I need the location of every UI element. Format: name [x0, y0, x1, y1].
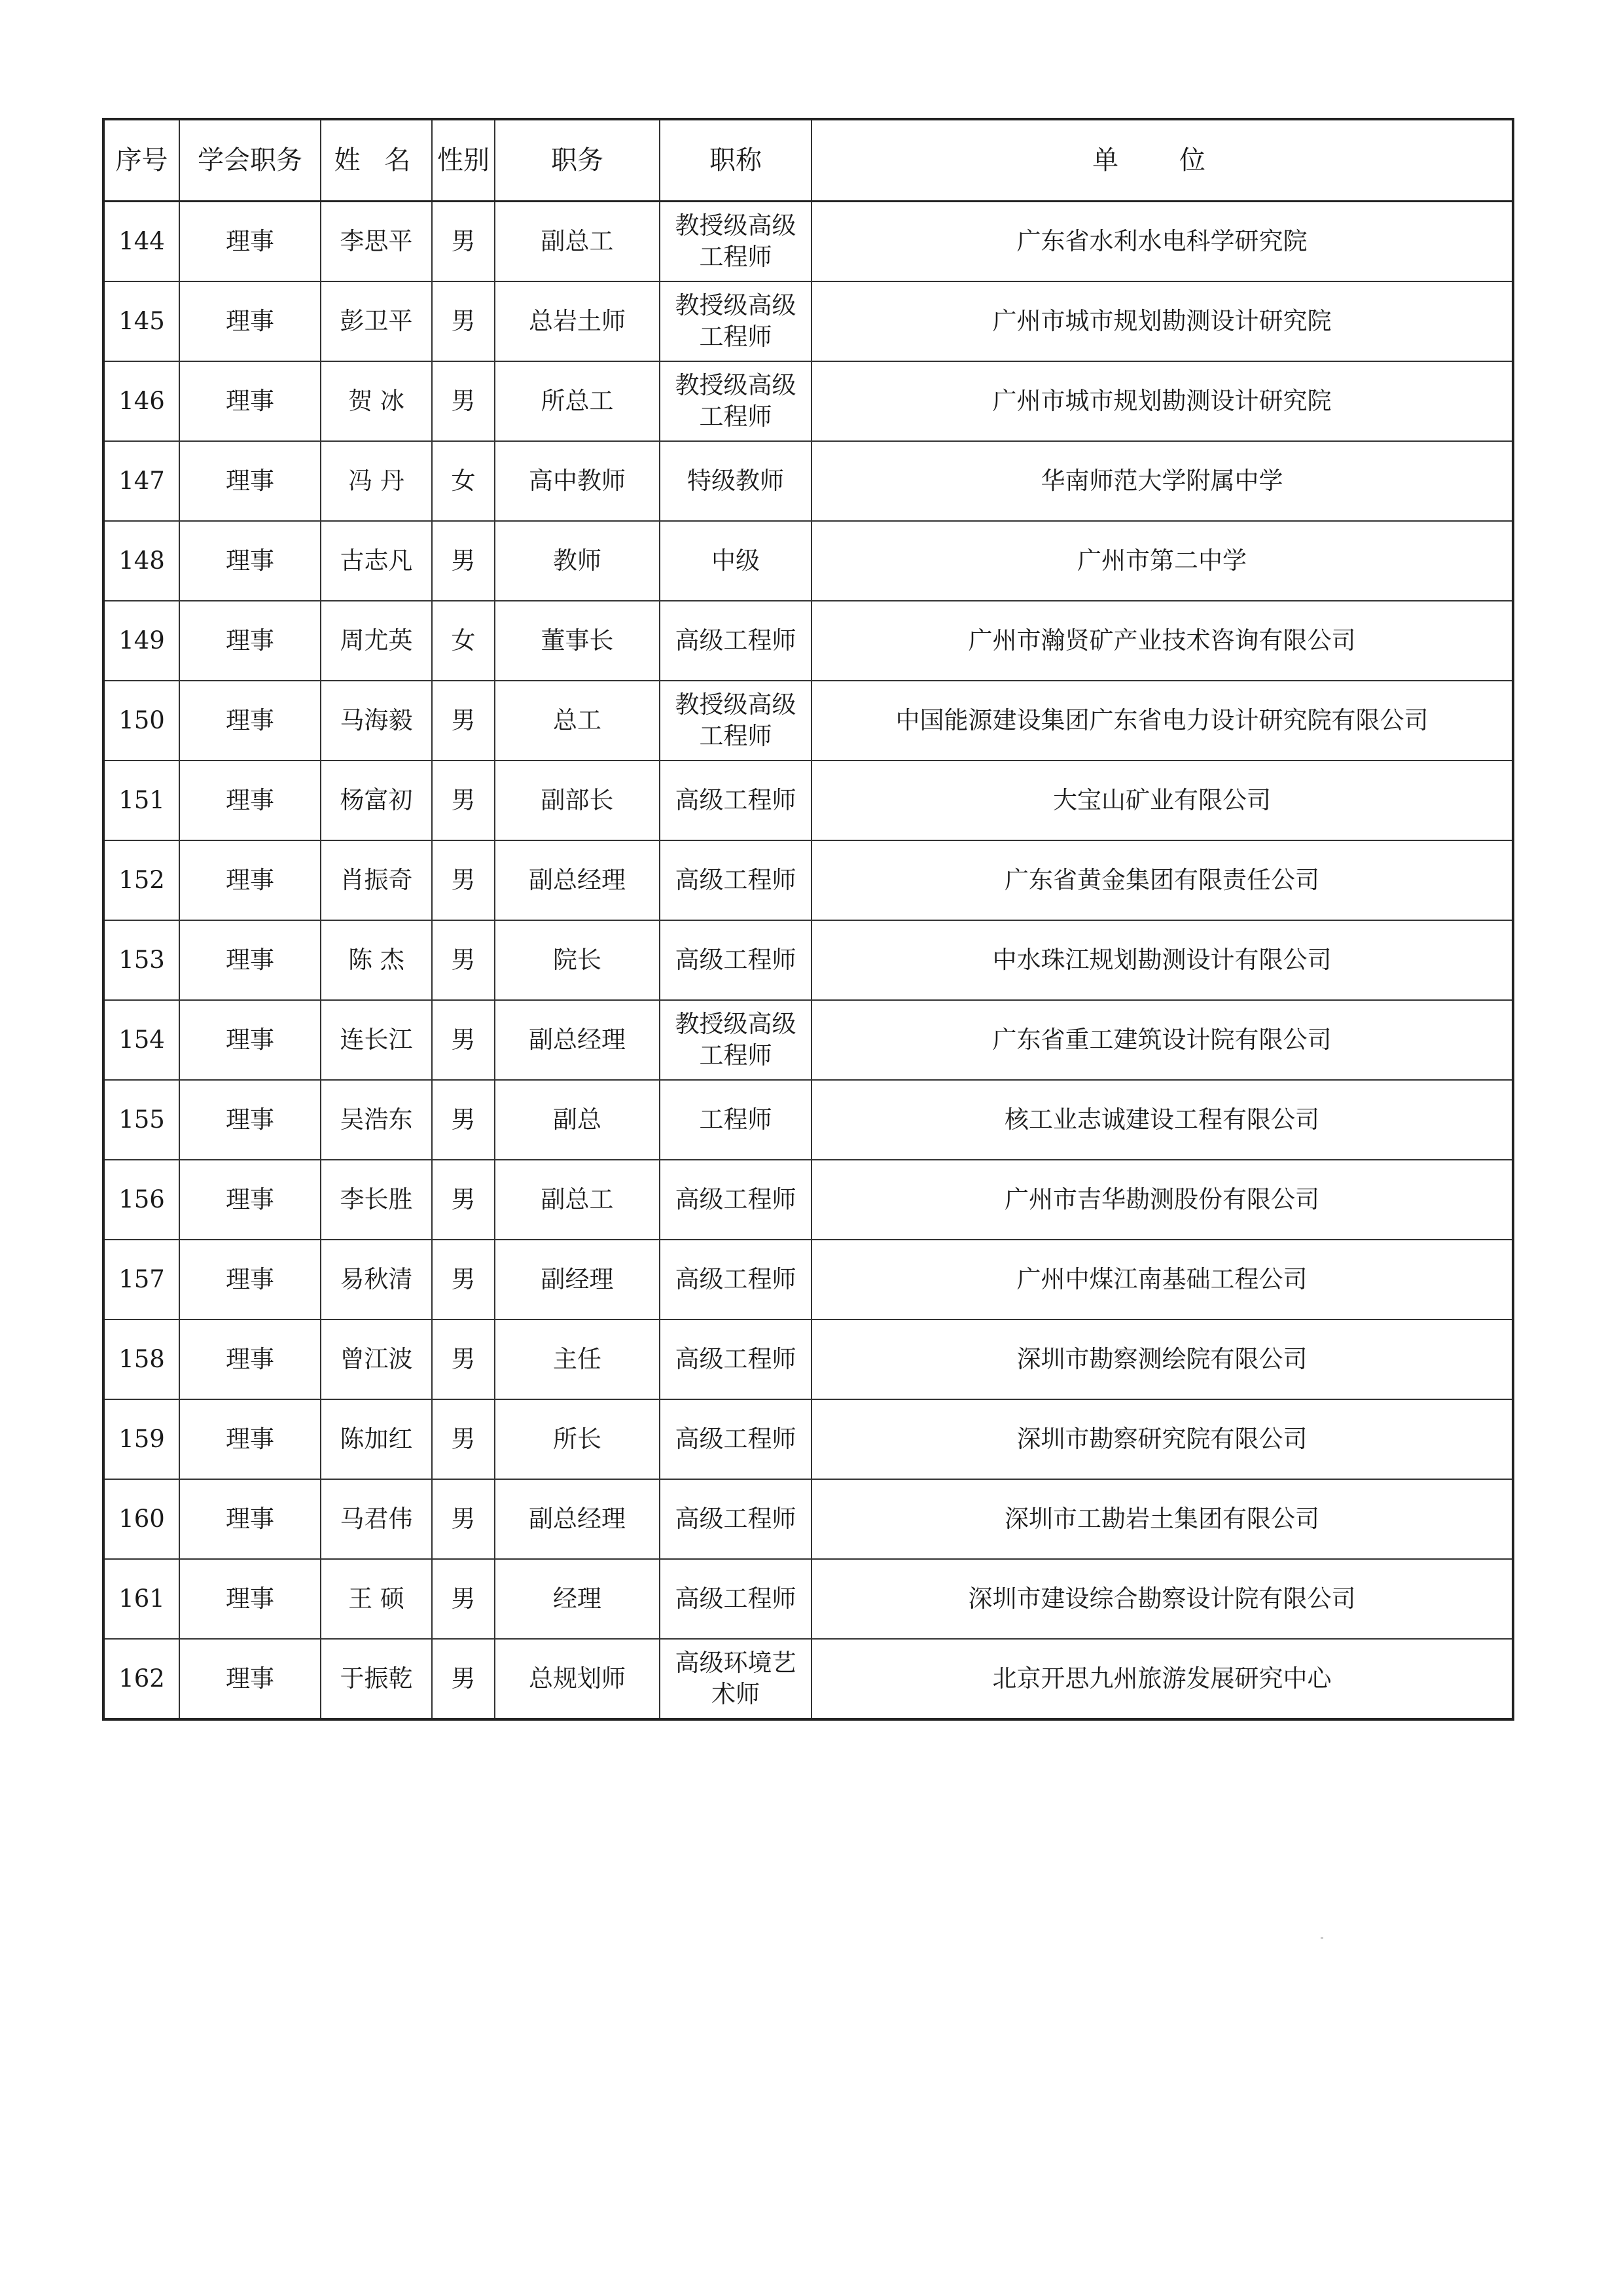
cell-no: 151	[103, 761, 179, 840]
header-gender: 性别	[432, 119, 495, 202]
cell-role: 理事	[179, 1000, 321, 1080]
cell-title: 教授级高级工程师	[660, 1000, 812, 1080]
cell-no: 154	[103, 1000, 179, 1080]
council-member-table	[102, 118, 1514, 1721]
cell-no: 152	[103, 840, 179, 920]
cell-gender: 男	[432, 202, 495, 282]
cell-name: 古志凡	[321, 521, 432, 601]
header-title: 职称	[660, 119, 812, 202]
table-row	[103, 1399, 1513, 1479]
table-row	[103, 601, 1513, 681]
cell-title: 特级教师	[660, 441, 812, 521]
cell-title: 高级工程师	[660, 1559, 812, 1639]
cell-role: 理事	[179, 840, 321, 920]
header-unit: 单 位	[812, 119, 1513, 202]
cell-gender: 男	[432, 920, 495, 1000]
cell-title: 高级环境艺术师	[660, 1639, 812, 1719]
cell-name: 李思平	[321, 202, 432, 282]
cell-unit: 广州市城市规划勘测设计研究院	[812, 281, 1513, 361]
table-row	[103, 521, 1513, 601]
cell-post: 教师	[495, 521, 660, 601]
table-row	[103, 1559, 1513, 1639]
cell-name: 周尤英	[321, 601, 432, 681]
cell-unit: 深圳市工勘岩土集团有限公司	[812, 1479, 1513, 1559]
cell-role: 理事	[179, 1479, 321, 1559]
cell-title: 高级工程师	[660, 920, 812, 1000]
cell-title: 高级工程师	[660, 1319, 812, 1399]
table-row	[103, 202, 1513, 282]
cell-post: 董事长	[495, 601, 660, 681]
cell-unit: 广东省重工建筑设计院有限公司	[812, 1000, 1513, 1080]
table-row	[103, 681, 1513, 761]
cell-title: 高级工程师	[660, 1399, 812, 1479]
cell-gender: 男	[432, 681, 495, 761]
cell-post: 院长	[495, 920, 660, 1000]
cell-role: 理事	[179, 202, 321, 282]
table-row	[103, 761, 1513, 840]
cell-no: 145	[103, 281, 179, 361]
cell-unit: 中国能源建设集团广东省电力设计研究院有限公司	[812, 681, 1513, 761]
cell-post: 总工	[495, 681, 660, 761]
cell-title: 教授级高级工程师	[660, 281, 812, 361]
cell-no: 159	[103, 1399, 179, 1479]
table-row	[103, 441, 1513, 521]
cell-unit: 深圳市勘察研究院有限公司	[812, 1399, 1513, 1479]
cell-gender: 男	[432, 761, 495, 840]
cell-gender: 男	[432, 1160, 495, 1240]
cell-unit: 华南师范大学附属中学	[812, 441, 1513, 521]
cell-no: 153	[103, 920, 179, 1000]
cell-no: 147	[103, 441, 179, 521]
cell-name: 马海毅	[321, 681, 432, 761]
cell-post: 所总工	[495, 361, 660, 441]
header-no: 序号	[103, 119, 179, 202]
cell-title: 高级工程师	[660, 840, 812, 920]
table-row	[103, 1639, 1513, 1719]
cell-name: 王 硕	[321, 1559, 432, 1639]
cell-no: 148	[103, 521, 179, 601]
cell-role: 理事	[179, 1559, 321, 1639]
cell-name: 杨富初	[321, 761, 432, 840]
cell-unit: 核工业志诚建设工程有限公司	[812, 1080, 1513, 1160]
cell-gender: 男	[432, 1000, 495, 1080]
cell-title: 教授级高级工程师	[660, 361, 812, 441]
scan-speck	[1321, 1937, 1323, 1939]
cell-name: 李长胜	[321, 1160, 432, 1240]
cell-no: 157	[103, 1240, 179, 1319]
cell-title: 教授级高级工程师	[660, 681, 812, 761]
table-row	[103, 840, 1513, 920]
cell-name: 曾江波	[321, 1319, 432, 1399]
cell-name: 于振乾	[321, 1639, 432, 1719]
cell-gender: 男	[432, 521, 495, 601]
cell-no: 144	[103, 202, 179, 282]
cell-role: 理事	[179, 1240, 321, 1319]
cell-no: 146	[103, 361, 179, 441]
table-row	[103, 1319, 1513, 1399]
header-post: 职务	[495, 119, 660, 202]
cell-post: 副总经理	[495, 1479, 660, 1559]
cell-role: 理事	[179, 1639, 321, 1719]
cell-post: 高中教师	[495, 441, 660, 521]
cell-name: 陈加红	[321, 1399, 432, 1479]
cell-name: 易秋清	[321, 1240, 432, 1319]
cell-role: 理事	[179, 361, 321, 441]
cell-no: 150	[103, 681, 179, 761]
cell-role: 理事	[179, 601, 321, 681]
cell-title: 工程师	[660, 1080, 812, 1160]
cell-post: 副部长	[495, 761, 660, 840]
cell-unit: 广东省水利水电科学研究院	[812, 202, 1513, 282]
cell-unit: 深圳市勘察测绘院有限公司	[812, 1319, 1513, 1399]
cell-role: 理事	[179, 681, 321, 761]
cell-post: 主任	[495, 1319, 660, 1399]
cell-no: 158	[103, 1319, 179, 1399]
cell-unit: 广州市瀚贤矿产业技术咨询有限公司	[812, 601, 1513, 681]
table-row	[103, 920, 1513, 1000]
header-role: 学会职务	[179, 119, 321, 202]
cell-no: 149	[103, 601, 179, 681]
cell-gender: 男	[432, 1479, 495, 1559]
cell-no: 161	[103, 1559, 179, 1639]
cell-name: 马君伟	[321, 1479, 432, 1559]
cell-unit: 广州市城市规划勘测设计研究院	[812, 361, 1513, 441]
cell-gender: 男	[432, 1639, 495, 1719]
cell-post: 副经理	[495, 1240, 660, 1319]
cell-post: 总规划师	[495, 1639, 660, 1719]
cell-unit: 广州市吉华勘测股份有限公司	[812, 1160, 1513, 1240]
table-row	[103, 1160, 1513, 1240]
cell-title: 高级工程师	[660, 1479, 812, 1559]
cell-gender: 男	[432, 1080, 495, 1160]
cell-name: 连长江	[321, 1000, 432, 1080]
cell-role: 理事	[179, 441, 321, 521]
cell-name: 吴浩东	[321, 1080, 432, 1160]
table-row	[103, 1000, 1513, 1080]
cell-no: 160	[103, 1479, 179, 1559]
cell-gender: 男	[432, 1240, 495, 1319]
cell-gender: 女	[432, 601, 495, 681]
cell-post: 副总经理	[495, 840, 660, 920]
table-header-row	[103, 119, 1513, 202]
cell-title: 教授级高级工程师	[660, 202, 812, 282]
cell-post: 副总工	[495, 202, 660, 282]
cell-gender: 男	[432, 281, 495, 361]
cell-gender: 男	[432, 840, 495, 920]
cell-name: 冯 丹	[321, 441, 432, 521]
cell-post: 所长	[495, 1399, 660, 1479]
table-row	[103, 1479, 1513, 1559]
cell-role: 理事	[179, 1080, 321, 1160]
header-name: 姓 名	[321, 119, 432, 202]
cell-role: 理事	[179, 920, 321, 1000]
cell-name: 陈 杰	[321, 920, 432, 1000]
cell-title: 高级工程师	[660, 601, 812, 681]
cell-name: 肖振奇	[321, 840, 432, 920]
cell-gender: 男	[432, 1399, 495, 1479]
cell-title: 中级	[660, 521, 812, 601]
cell-unit: 北京开思九州旅游发展研究中心	[812, 1639, 1513, 1719]
cell-unit: 广州中煤江南基础工程公司	[812, 1240, 1513, 1319]
cell-gender: 男	[432, 1559, 495, 1639]
cell-no: 156	[103, 1160, 179, 1240]
table-row	[103, 361, 1513, 441]
cell-role: 理事	[179, 281, 321, 361]
cell-name: 贺 冰	[321, 361, 432, 441]
cell-role: 理事	[179, 1160, 321, 1240]
cell-role: 理事	[179, 1319, 321, 1399]
table-row	[103, 1080, 1513, 1160]
cell-gender: 男	[432, 1319, 495, 1399]
cell-gender: 女	[432, 441, 495, 521]
cell-post: 副总	[495, 1080, 660, 1160]
cell-gender: 男	[432, 361, 495, 441]
cell-name: 彭卫平	[321, 281, 432, 361]
cell-post: 副总工	[495, 1160, 660, 1240]
cell-title: 高级工程师	[660, 1240, 812, 1319]
cell-post: 经理	[495, 1559, 660, 1639]
cell-title: 高级工程师	[660, 1160, 812, 1240]
cell-role: 理事	[179, 761, 321, 840]
cell-post: 总岩土师	[495, 281, 660, 361]
cell-no: 155	[103, 1080, 179, 1160]
cell-unit: 中水珠江规划勘测设计有限公司	[812, 920, 1513, 1000]
cell-no: 162	[103, 1639, 179, 1719]
table-row	[103, 1240, 1513, 1319]
table-body	[103, 202, 1513, 1720]
table-row	[103, 281, 1513, 361]
cell-title: 高级工程师	[660, 761, 812, 840]
cell-unit: 广东省黄金集团有限责任公司	[812, 840, 1513, 920]
cell-unit: 大宝山矿业有限公司	[812, 761, 1513, 840]
cell-role: 理事	[179, 521, 321, 601]
cell-unit: 深圳市建设综合勘察设计院有限公司	[812, 1559, 1513, 1639]
cell-post: 副总经理	[495, 1000, 660, 1080]
cell-role: 理事	[179, 1399, 321, 1479]
cell-unit: 广州市第二中学	[812, 521, 1513, 601]
